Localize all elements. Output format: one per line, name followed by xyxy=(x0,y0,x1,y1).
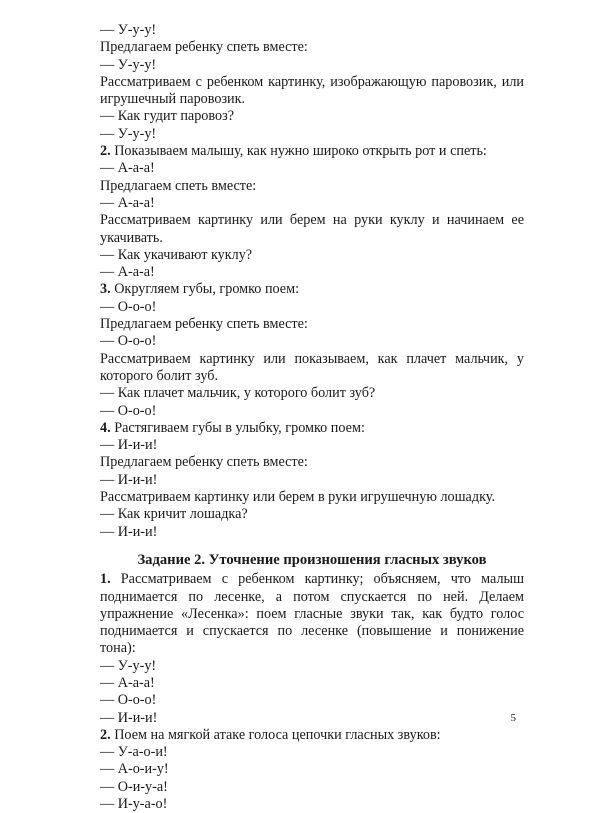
numbered-step xyxy=(100,143,524,160)
line-instruction: Предлагаем ребенку спеть вместе: xyxy=(100,454,308,471)
numbered-step xyxy=(100,571,524,657)
line-dialog: — У-у-у! xyxy=(100,56,157,73)
line-dialog: — О-о-о! xyxy=(100,692,157,709)
line-dialog: — У-у-у! xyxy=(100,657,157,674)
numbered-step xyxy=(100,420,524,437)
line-dialog: — У-а-о-и! xyxy=(100,744,168,761)
step-number: 2. xyxy=(100,143,111,160)
numbered-step xyxy=(100,727,524,744)
line-dialog: — О-о-о! xyxy=(100,298,157,315)
numbered-step xyxy=(100,281,524,298)
step-text: Поем на мягкой атаке голоса цепочки гласных звуков: xyxy=(110,726,441,743)
line-instruction: Рассматриваем картинку или берем в руки игрушечную лошадку. xyxy=(100,489,495,506)
line-instruction: Предлагаем спеть вместе: xyxy=(100,177,257,194)
step-text: Растягиваем губы в улыбку, громко поем: xyxy=(110,419,365,436)
line-dialog: — О-и-у-а! xyxy=(100,778,168,795)
line-dialog: — А-а-а! xyxy=(100,160,155,177)
step-text: Рассматриваем с ребенком картинку; объясняем, что малыш поднимается по лесенке, а потом спускается по ней. Делаем упражнение «Лесенка»: поем гласные звуки так, как будто голос поднимается и спускается по лесенке (повышение и понижение тона): xyxy=(100,571,524,657)
line-dialog: — И-и-и! xyxy=(100,471,158,488)
line-dialog: — И-и-и! xyxy=(100,437,158,454)
line-dialog: — А-а-а! xyxy=(100,674,155,691)
section-heading: Задание 2. Уточнение произношения гласных звуков xyxy=(137,551,487,568)
line-dialog: — И-у-а-о! xyxy=(100,796,168,813)
step-number: 1. xyxy=(100,571,111,588)
line-instruction: Рассматриваем картинку или показываем, как плачет мальчик, у которого болит зуб. xyxy=(100,350,524,384)
line-dialog: — И-и-и! xyxy=(100,709,158,726)
step-text: Показываем малышу, как нужно широко открыть рот и спеть: xyxy=(110,143,487,160)
line-dialog: — Как кричит лошадка? xyxy=(100,506,248,523)
line-instruction: Предлагаем ребенку спеть вместе: xyxy=(100,316,308,333)
line-dialog: — А-а-а! xyxy=(100,264,155,281)
line-dialog: — Как гудит паровоз? xyxy=(100,108,234,125)
line-instruction: Рассматриваем с ребенком картинку, изображающую паровозик, или игрушечный паровозик. xyxy=(100,73,524,108)
line-dialog: — У-у-у! xyxy=(100,125,157,142)
line-dialog: — Как укачивают куклу? xyxy=(100,246,253,263)
step-number: 2. xyxy=(100,726,111,743)
step-text: Округляем губы, громко поем: xyxy=(110,281,300,298)
line-dialog: — А-о-и-у! xyxy=(100,761,169,778)
line-dialog: — О-о-о! xyxy=(100,402,157,419)
line-instruction: Предлагаем ребенку спеть вместе: xyxy=(100,39,308,56)
line-dialog: — У-у-у! xyxy=(100,22,157,38)
step-number: 4. xyxy=(100,419,111,436)
page-text xyxy=(100,22,524,813)
line-dialog: — Как плачет мальчик, у которого болит зуб? xyxy=(100,385,376,402)
line-dialog: — О-о-о! xyxy=(100,333,157,350)
page-number: 5 xyxy=(510,712,516,724)
line-dialog: — И-и-и! xyxy=(100,523,158,540)
step-number: 3. xyxy=(100,281,111,298)
line-dialog: — А-а-а! xyxy=(100,194,155,211)
line-instruction: Рассматриваем картинку или берем на руки куклу и начинаем ее укачивать. xyxy=(100,212,524,246)
